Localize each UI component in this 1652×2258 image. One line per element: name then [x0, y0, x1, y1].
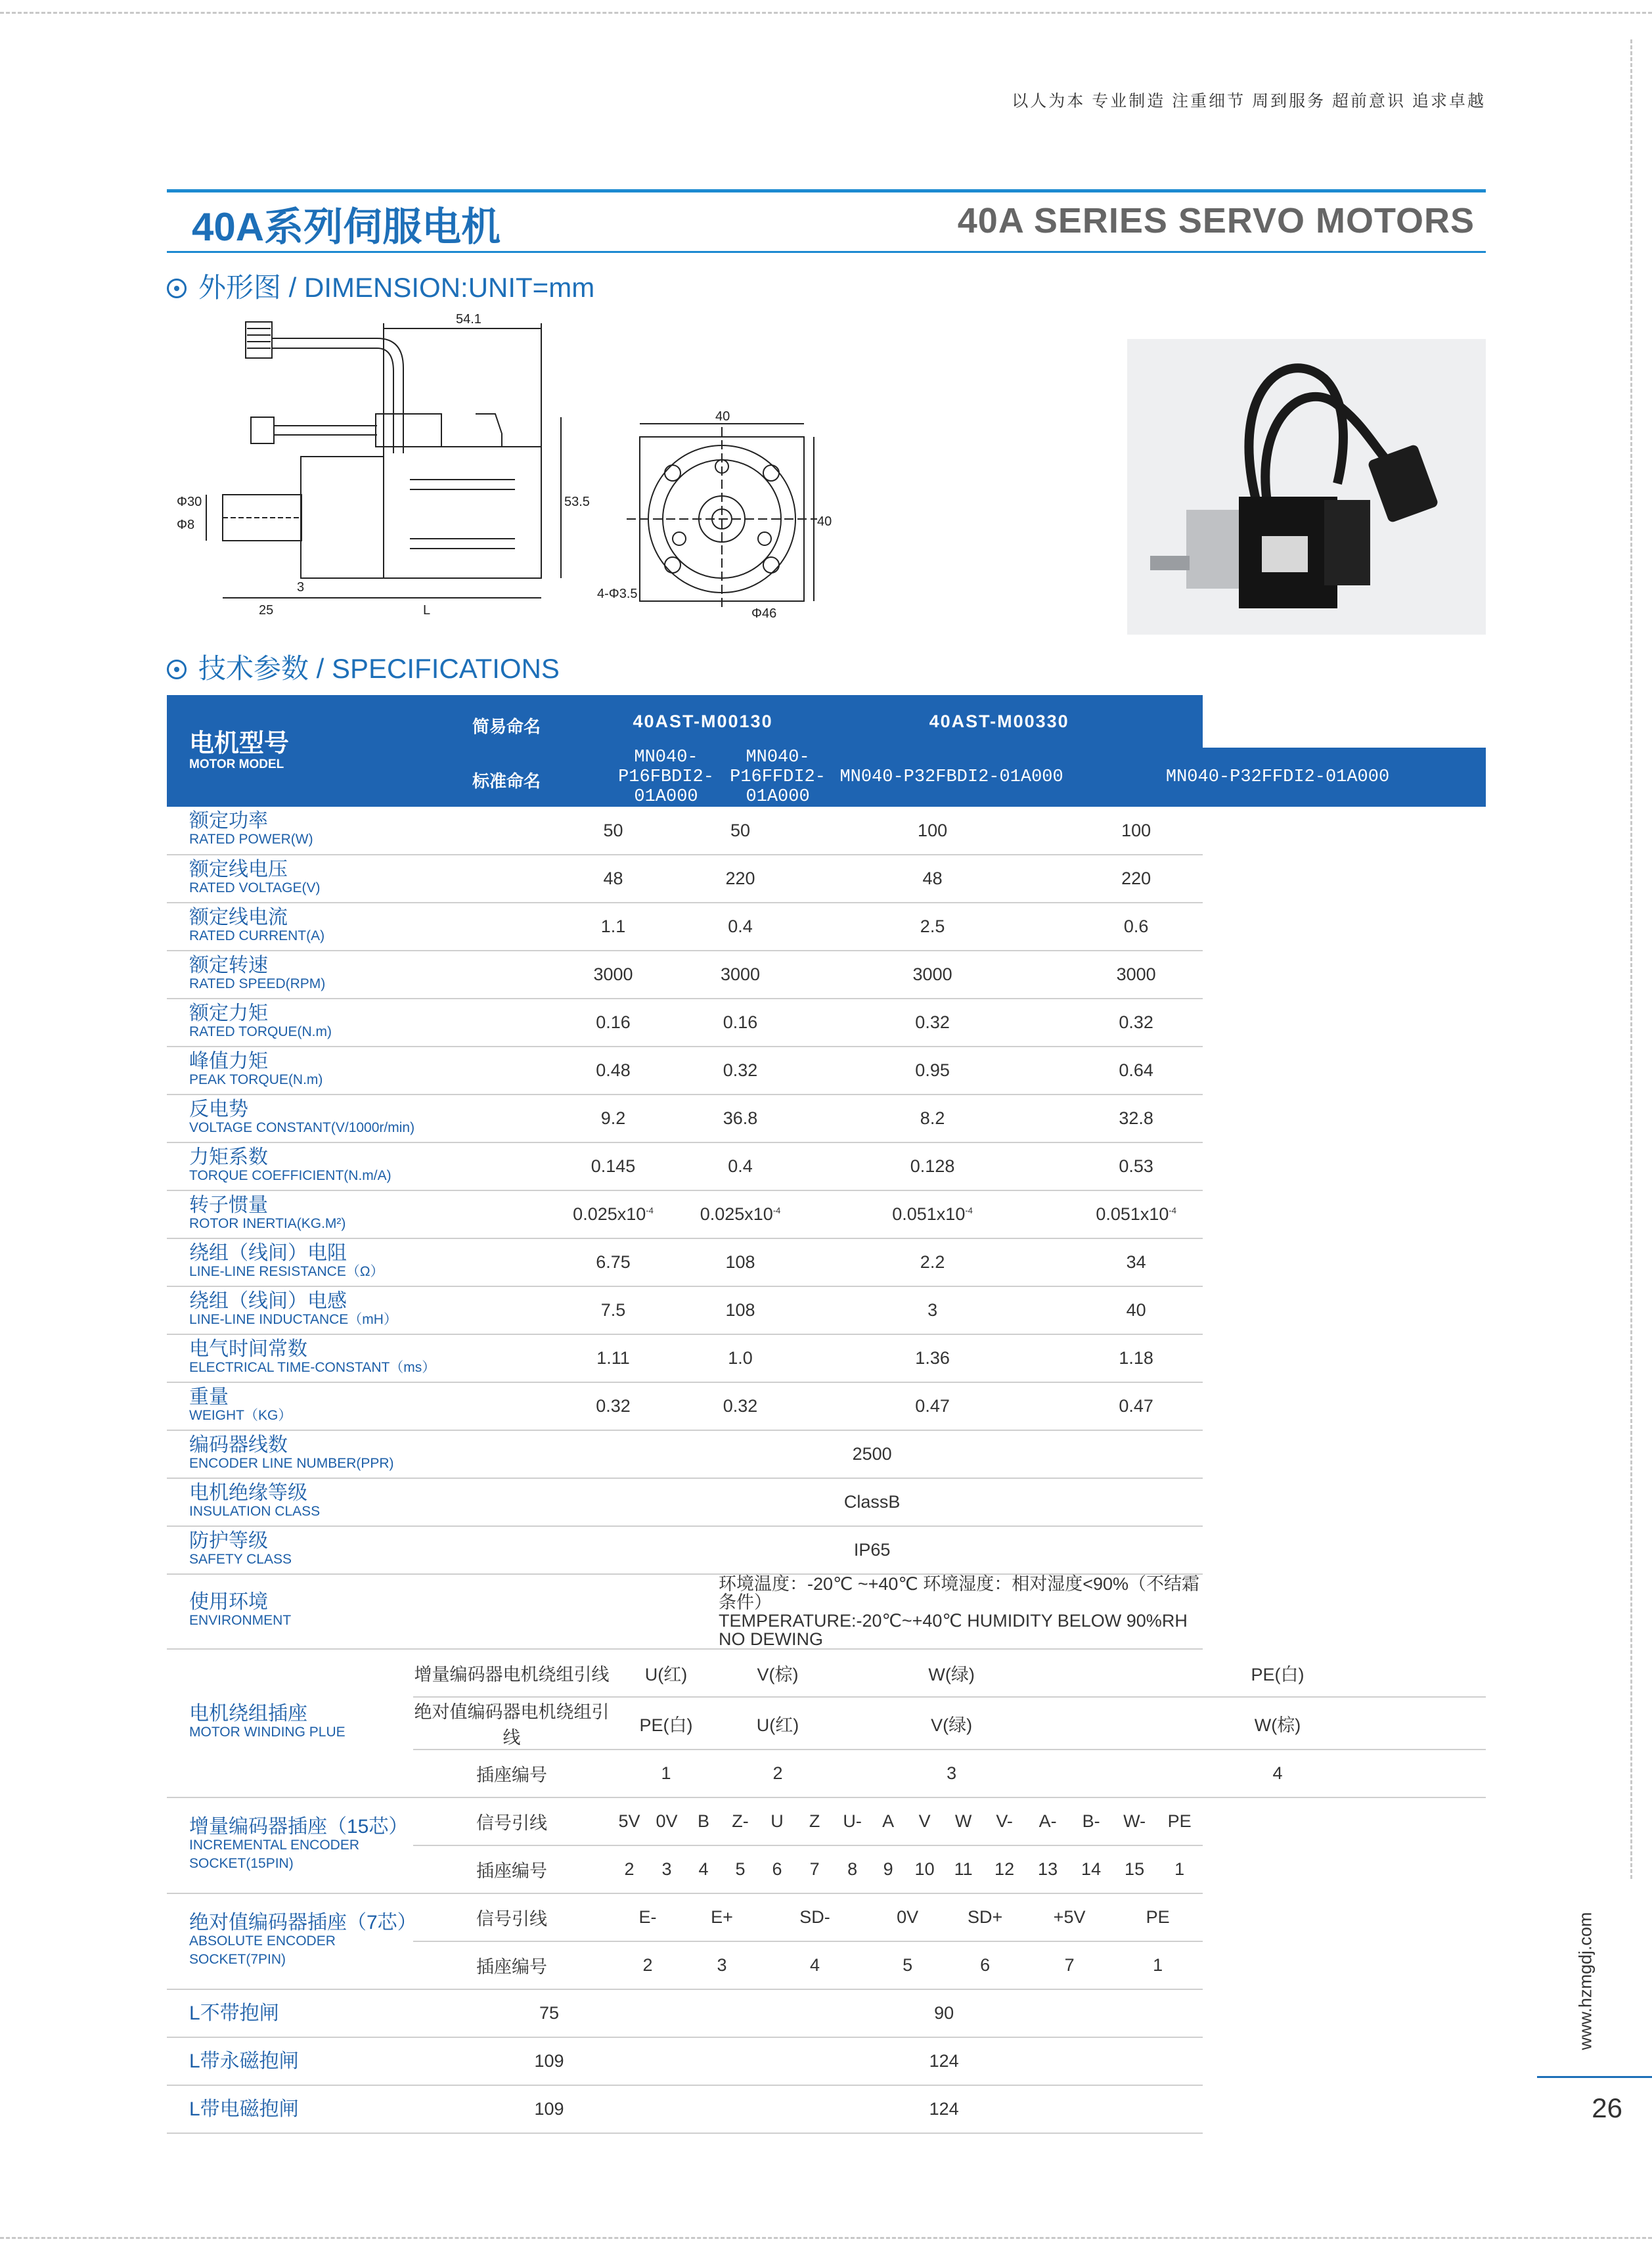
abs_encoder-row [167, 1893, 1486, 1941]
spec-label-cn: 电机绝缘等级 [189, 1481, 307, 1504]
spec-row [167, 951, 1486, 999]
inc_encoder-value: 10 [905, 1845, 944, 1893]
winding-value: 4 [1069, 1750, 1486, 1797]
spec-value [795, 1190, 1069, 1238]
spec-label-cn: 转子惯量 [189, 1194, 268, 1216]
spec-row [167, 1142, 1486, 1190]
inc_encoder-value: 2 [610, 1845, 648, 1893]
spec-label [167, 1286, 541, 1334]
spec-value: 0.4 [685, 903, 795, 951]
motor-body [384, 447, 541, 578]
motor-photo [1127, 339, 1486, 635]
short-name-label: 简易命名 [413, 695, 610, 748]
spec-label-cn: 编码器线数 [189, 1434, 288, 1456]
length-row [167, 2085, 1486, 2133]
spec-label [167, 1142, 541, 1190]
spec-value: 2500 [541, 1430, 1203, 1478]
inertia-exponent: -4 [772, 1206, 781, 1215]
dim-40-top: 40 [715, 409, 730, 424]
spec-label [167, 903, 541, 951]
inc_encoder-value: W [944, 1797, 983, 1845]
spec-value: 3000 [541, 951, 685, 999]
section-specifications: 技术参数 / SPECIFICATIONS [167, 647, 560, 687]
spec-value: 100 [795, 807, 1069, 855]
inc_encoder-value: W- [1113, 1797, 1156, 1845]
dim-46: Φ46 [751, 606, 777, 621]
model-4: MN040-P32FFDI2-01A000 [1069, 748, 1486, 807]
spec-value: 2.2 [795, 1238, 1069, 1286]
spec-value: 108 [685, 1238, 795, 1286]
spec-label [167, 1095, 541, 1142]
spec-label-cn: 增量编码器插座（15芯） [189, 1816, 409, 1838]
winding-value: V(棕) [722, 1649, 834, 1697]
spec-value: 1.11 [541, 1334, 685, 1382]
spec-row [167, 1238, 1486, 1286]
spec-label-en: INSULATION CLASS [189, 1503, 321, 1519]
abs_encoder-label [167, 1893, 417, 1989]
inc_encoder-value: B- [1069, 1797, 1113, 1845]
dim-54: 54.1 [456, 312, 481, 327]
length-value-b: 90 [685, 1989, 1203, 2037]
spec-value: 0.32 [541, 1382, 685, 1430]
spec-label-en: ENVIRONMENT [189, 1613, 292, 1628]
spec-label-en: LINE-LINE INDUCTANCE（mH） [189, 1311, 397, 1327]
spec-label [167, 1238, 541, 1286]
inc_encoder-value: 4 [685, 1845, 722, 1893]
winding-value: W(棕) [1069, 1697, 1486, 1750]
length-value-a: 109 [413, 2085, 685, 2133]
model-group-2: 40AST-M00330 [795, 695, 1203, 748]
length-label: L带永磁抱闸 [167, 2037, 413, 2085]
spec-value: 0.95 [795, 1047, 1069, 1095]
spec-value: 6.75 [541, 1238, 685, 1286]
inc_encoder-value: 14 [1069, 1845, 1113, 1893]
spec-label [167, 855, 541, 903]
abs_encoder-value: PE [1113, 1893, 1203, 1941]
spec-value: 0.6 [1069, 903, 1203, 951]
length-label: L不带抱闸 [167, 1989, 413, 2037]
spec-value: 0.145 [541, 1142, 685, 1190]
spec-value: 8.2 [795, 1095, 1069, 1142]
spec-value: 108 [685, 1286, 795, 1334]
winding-sub-label: 增量编码器电机绕组引线 [413, 1649, 610, 1697]
spec-label-cn: 电机绕组插座 [189, 1703, 307, 1725]
spec-label [167, 1430, 541, 1478]
spec-label [167, 1574, 541, 1649]
connector-top [246, 322, 272, 358]
spec-row-insulation [167, 1478, 1486, 1526]
inc_encoder-value: 3 [648, 1845, 685, 1893]
inc_encoder-value: 5V [610, 1797, 648, 1845]
spec-label-en: PEAK TORQUE(N.m) [189, 1072, 323, 1087]
dim-53: 53.5 [564, 495, 590, 509]
inertia-exponent: -4 [965, 1206, 973, 1215]
spec-value: 220 [1069, 855, 1203, 903]
spec-value: 48 [795, 855, 1069, 903]
spec-label-cn: 绕组（线间）电阻 [189, 1242, 347, 1264]
winding-label [167, 1649, 413, 1797]
spec-value: ClassB [541, 1478, 1203, 1526]
spec-value: 40 [1069, 1286, 1203, 1334]
dim-L: L [423, 603, 431, 618]
spec-row-safety [167, 1526, 1486, 1574]
spec-row [167, 855, 1486, 903]
dim-25: 25 [259, 603, 274, 618]
spec-label-en: ENCODER LINE NUMBER(PPR) [189, 1455, 394, 1471]
inc_encoder-value: 5 [722, 1845, 759, 1893]
spec-label [167, 1526, 541, 1574]
spec-value: 0.48 [541, 1047, 685, 1095]
spec-value: IP65 [541, 1526, 1203, 1574]
winding-value: 2 [722, 1750, 834, 1797]
spec-label-cn: 额定力矩 [189, 1002, 268, 1024]
model-3: MN040-P32FBDI2-01A000 [834, 748, 1069, 807]
section-dimension: 外形图 / DIMENSION:UNIT=mm [167, 266, 594, 305]
inc_encoder-value: 13 [1026, 1845, 1069, 1893]
dim-holes: 4-Φ3.5 [597, 587, 638, 601]
winding-value: W(绿) [834, 1649, 1069, 1697]
spec-value: 0.32 [685, 1047, 795, 1095]
abs_encoder-value: 0V [871, 1893, 944, 1941]
spec-label-cn: 额定转速 [189, 954, 268, 976]
spec-value: 0.64 [1069, 1047, 1203, 1095]
motor-model-en: MOTOR MODEL [189, 757, 284, 771]
bottom-dashed-border [0, 2237, 1652, 2239]
abs_encoder-value: 7 [1026, 1941, 1113, 1989]
spec-label-cn: 使用环境 [189, 1591, 268, 1613]
spec-label [167, 999, 541, 1047]
spec-row-inertia [167, 1190, 1486, 1238]
winding-sub-label: 插座编号 [413, 1750, 610, 1797]
winding-value: 1 [610, 1750, 722, 1797]
spec-label-cn: 电气时间常数 [189, 1338, 307, 1360]
spec-value: 1.18 [1069, 1334, 1203, 1382]
inc_encoder-label [167, 1797, 413, 1893]
inc_encoder-value: 9 [871, 1845, 905, 1893]
inertia-exponent: -4 [1169, 1206, 1176, 1215]
length-row [167, 2037, 1486, 2085]
model-1: MN040-P16FBDI2-01A000 [610, 748, 722, 807]
winding-value: V(绿) [834, 1697, 1069, 1750]
abs_encoder-value: 5 [871, 1941, 944, 1989]
environment-cn: 环境温度：-20℃ ~+40℃ 环境湿度：相对湿度<90%（不结霜条件） [719, 1574, 1200, 1612]
spec-value: 7.5 [541, 1286, 685, 1334]
inc_encoder-sub-label: 插座编号 [413, 1845, 610, 1893]
spec-value: 2.5 [795, 903, 1069, 951]
inc_encoder-value: 8 [834, 1845, 871, 1893]
spec-value [685, 1190, 795, 1238]
spec-value: 34 [1069, 1238, 1203, 1286]
abs_encoder-value: E- [610, 1893, 685, 1941]
spec-label-cn: 绕组（线间）电感 [189, 1290, 347, 1312]
spec-value: 3 [795, 1286, 1069, 1334]
spec-label-en: ABSOLUTE ENCODER SOCKET(7PIN) [189, 1933, 336, 1967]
specifications-table [167, 695, 1486, 2134]
inc_encoder-value: A- [1026, 1797, 1069, 1845]
spec-label-cn: 峰值力矩 [189, 1050, 268, 1072]
inertia-value: 0.025x10 [573, 1204, 646, 1224]
environment-en: TEMPERATURE:-20℃~+40℃ HUMIDITY BELOW 90%RH NO DEWING [719, 1611, 1188, 1649]
length-value-b: 124 [685, 2085, 1203, 2133]
right-dashed-border [1630, 39, 1632, 1879]
dim-3: 3 [297, 580, 305, 595]
spec-row [167, 1286, 1486, 1334]
spec-label-en: RATED POWER(W) [189, 832, 313, 847]
inc_encoder-value: 12 [983, 1845, 1026, 1893]
spec-value: 50 [685, 807, 795, 855]
motor-flange [301, 457, 384, 578]
spec-label-en: RATED CURRENT(A) [189, 928, 325, 943]
winding-value: 3 [834, 1750, 1069, 1797]
abs_encoder-value: E+ [685, 1893, 759, 1941]
spec-value: 32.8 [1069, 1095, 1203, 1142]
dim-8: Φ8 [177, 518, 195, 532]
spec-value: 48 [541, 855, 685, 903]
motor-model-cn: 电机型号 [189, 730, 290, 757]
spec-label-en: MOTOR WINDING PLUE [189, 1725, 346, 1740]
spec-label-en: ELECTRICAL TIME-CONSTANT（ms） [189, 1359, 436, 1375]
abs_encoder-sub-label: 信号引线 [413, 1893, 610, 1941]
spec-label [167, 1334, 541, 1382]
spec-value: 0.32 [685, 1382, 795, 1430]
spec-row [167, 807, 1486, 855]
dim-40-side: 40 [817, 514, 832, 529]
spec-value: 50 [541, 807, 685, 855]
winding-row [167, 1649, 1486, 1697]
abs_encoder-value: SD- [759, 1893, 871, 1941]
spec-label-en: ROTOR INERTIA(KG.M²) [189, 1215, 346, 1231]
winding-value: PE(白) [610, 1697, 722, 1750]
abs_encoder-sub-label: 插座编号 [413, 1941, 610, 1989]
abs_encoder-value: +5V [1026, 1893, 1113, 1941]
spec-value: 0.47 [1069, 1382, 1203, 1430]
header-row-1 [167, 695, 1486, 748]
model-2: MN040-P16FFDI2-01A000 [722, 748, 834, 807]
spec-value: 36.8 [685, 1095, 795, 1142]
abs_encoder-value: 2 [610, 1941, 685, 1989]
bullet-icon [167, 279, 187, 298]
spec-label-en: LINE-LINE RESISTANCE（Ω） [189, 1263, 384, 1279]
spec-value: 220 [685, 855, 795, 903]
spec-label-cn: 重量 [189, 1386, 229, 1408]
spec-label [167, 951, 541, 999]
page-number: 26 [1592, 2092, 1622, 2123]
winding-sub-label: 绝对值编码器电机绕组引线 [413, 1697, 610, 1750]
spec-row [167, 1095, 1486, 1142]
spec-value: 0.128 [795, 1142, 1069, 1190]
inc_encoder-value: 11 [944, 1845, 983, 1893]
winding-value: U(红) [610, 1649, 722, 1697]
spec-label-cn: 力矩系数 [189, 1146, 268, 1168]
spec-label-en: SAFETY CLASS [189, 1551, 292, 1567]
spec-label-en: VOLTAGE CONSTANT(V/1000r/min) [189, 1119, 415, 1135]
inc_encoder-value: U- [834, 1797, 871, 1845]
spec-label [167, 1478, 541, 1526]
spec-row-environment [167, 1574, 1486, 1649]
website: www.hzmgdj.com [1575, 1912, 1596, 2050]
spec-value: 0.4 [685, 1142, 795, 1190]
inc_encoder-value: U [759, 1797, 795, 1845]
spec-row-encoder_lines [167, 1430, 1486, 1478]
page-title-en: 40A SERIES SERVO MOTORS [957, 201, 1475, 240]
spec-label-en: TORQUE COEFFICIENT(N.m/A) [189, 1167, 391, 1183]
spec-label [167, 1047, 541, 1095]
inc_encoder-sub-label: 信号引线 [413, 1797, 610, 1845]
spec-row [167, 1334, 1486, 1382]
spec-row [167, 1047, 1486, 1095]
inc_encoder-value: PE [1156, 1797, 1203, 1845]
model-group-1: 40AST-M00130 [610, 695, 795, 748]
spec-label-cn: 额定线电流 [189, 906, 288, 928]
abs_encoder-value: 1 [1113, 1941, 1203, 1989]
inc_encoder-value: Z- [722, 1797, 759, 1845]
spec-row [167, 903, 1486, 951]
dimension-drawing [167, 309, 832, 624]
inc_encoder-value: B [685, 1797, 722, 1845]
inc_encoder-value: V- [983, 1797, 1026, 1845]
spec-value [541, 1190, 685, 1238]
spec-label-en: RATED TORQUE(N.m) [189, 1024, 332, 1039]
std-name-label: 标准命名 [413, 748, 610, 807]
spec-row [167, 999, 1486, 1047]
spec-value: 0.16 [685, 999, 795, 1047]
spec-label-en: INCREMENTAL ENCODER SOCKET(15PIN) [189, 1838, 360, 1871]
length-value-b: 124 [685, 2037, 1203, 2085]
inc_encoder-value: 1 [1156, 1845, 1203, 1893]
spec-value: 1.36 [795, 1334, 1069, 1382]
spec-value: 0.32 [1069, 999, 1203, 1047]
spec-label-en: WEIGHT（KG） [189, 1407, 292, 1423]
header-rule-top [167, 189, 1486, 192]
inc_encoder-value: A [871, 1797, 905, 1845]
inertia-value: 0.025x10 [700, 1204, 773, 1224]
page-title-cn: 40A系列伺服电机 [192, 205, 501, 249]
abs_encoder-value: SD+ [944, 1893, 1026, 1941]
bullet-icon [167, 660, 187, 679]
spec-label-cn: 防护等级 [189, 1529, 268, 1552]
spec-value: 1.1 [541, 903, 685, 951]
spec-label [167, 1382, 541, 1430]
slogan: 以人为本 专业制造 注重细节 周到服务 超前意识 追求卓越 [1012, 92, 1486, 110]
length-row [167, 1989, 1486, 2037]
inertia-value: 0.051x10 [1096, 1204, 1169, 1224]
spec-value: 0.53 [1069, 1142, 1203, 1190]
spec-label-cn: 额定线电压 [189, 858, 288, 880]
spec-value: 0.16 [541, 999, 685, 1047]
connector-bottom [251, 417, 274, 443]
winding-value: PE(白) [1069, 1649, 1486, 1697]
inc_encoder-value: 6 [759, 1845, 795, 1893]
winding-value: U(红) [722, 1697, 834, 1750]
spec-value: 1.0 [685, 1334, 795, 1382]
spec-label [167, 1190, 541, 1238]
page-number-rule [1537, 2076, 1652, 2078]
inertia-value: 0.051x10 [892, 1204, 966, 1224]
abs_encoder-value: 3 [685, 1941, 759, 1989]
length-value-a: 75 [413, 1989, 685, 2037]
spec-value: 100 [1069, 807, 1203, 855]
length-label: L带电磁抱闸 [167, 2085, 413, 2133]
inc_encoder-value: 15 [1113, 1845, 1156, 1893]
dim-30: Φ30 [177, 495, 202, 509]
spec-value: 3000 [685, 951, 795, 999]
spec-value: 3000 [795, 951, 1069, 999]
abs_encoder-value: 4 [759, 1941, 871, 1989]
inc_encoder-value: 7 [795, 1845, 834, 1893]
spec-label-en: RATED SPEED(RPM) [189, 976, 326, 991]
environment-value [541, 1574, 1203, 1649]
spec-value [1069, 1190, 1203, 1238]
spec-label-en: RATED VOLTAGE(V) [189, 880, 321, 895]
top-dashed-border [0, 12, 1652, 14]
spec-value: 3000 [1069, 951, 1203, 999]
abs_encoder-value: 6 [944, 1941, 1026, 1989]
spec-label-cn: 绝对值编码器插座（7芯） [189, 1912, 417, 1933]
inertia-exponent: -4 [646, 1206, 654, 1215]
inc_encoder-value: 0V [648, 1797, 685, 1845]
spec-value: 0.47 [795, 1382, 1069, 1430]
inc_encoder-value: V [905, 1797, 944, 1845]
length-value-a: 109 [413, 2037, 685, 2085]
spec-label-cn: 反电势 [189, 1098, 248, 1120]
header-rule-bottom [167, 251, 1486, 253]
spec-row [167, 1382, 1486, 1430]
spec-label-cn: 额定功率 [189, 810, 268, 832]
spec-label [167, 807, 541, 855]
inc_encoder-value: Z [795, 1797, 834, 1845]
inc_encoder-row [167, 1797, 1486, 1845]
spec-value: 9.2 [541, 1095, 685, 1142]
spec-value: 0.32 [795, 999, 1069, 1047]
